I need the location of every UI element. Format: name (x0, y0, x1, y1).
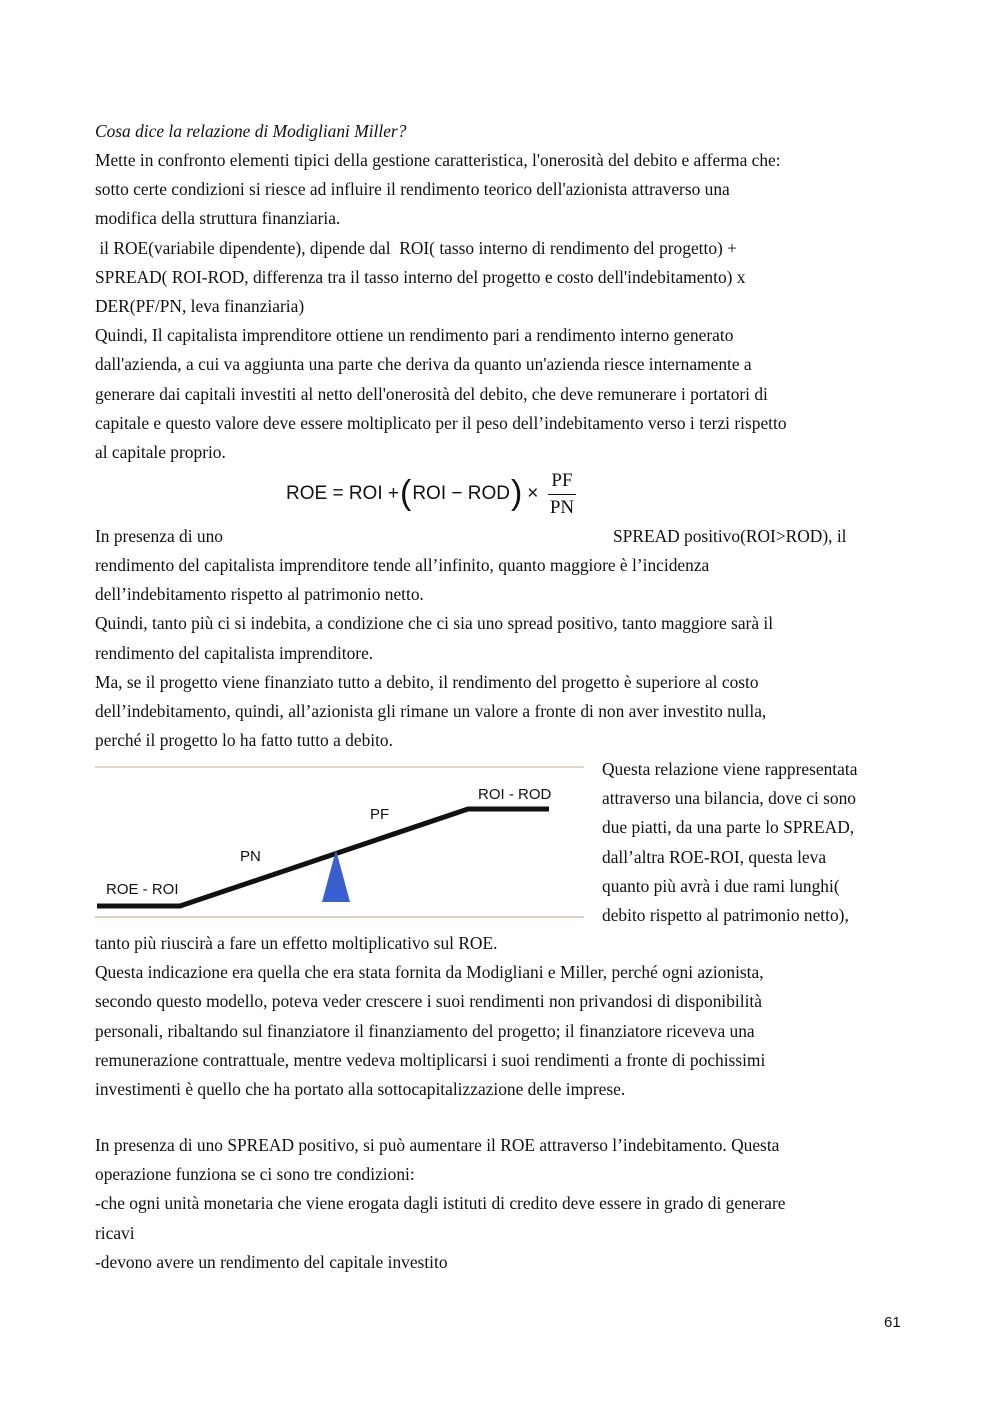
text-line: SPREAD( ROI-ROD, differenza tra il tasso interno del progetto e costo dell'indebitamento) x (95, 266, 746, 287)
text-line: Questa indicazione era quella che era stata fornita da Modigliani e Miller, perché ogni azionista, (95, 962, 764, 983)
formula-fraction (548, 470, 575, 519)
section-heading: Cosa dice la relazione di Modigliani Miller? (95, 121, 407, 141)
text-line: il ROE(variabile dipendente), dipende dal ROI( tasso interno di rendimento del progetto) + (95, 237, 737, 258)
lever-figure (94, 764, 586, 924)
text-line: dell’indebitamento rispetto al patrimonio netto. (95, 584, 424, 605)
text-line: investimenti è quello che ha portato alla sottocapitalizzazione delle imprese. (95, 1079, 626, 1100)
figure-side-text (602, 755, 857, 930)
formula-open-paren: ( (399, 474, 412, 512)
text-line: due piatti, da una parte lo SPREAD, (602, 817, 855, 838)
formula-times: × (527, 483, 539, 504)
text-line: sotto certe condizioni si riesce ad influire il rendimento teorico dell'azionista attraverso una (95, 179, 730, 200)
label-roi-rod: ROI - ROD (478, 786, 552, 803)
text-line: Ma, se il progetto viene finanziato tutto a debito, il rendimento del progetto è superiore al costo (95, 671, 759, 692)
final-paragraph (95, 1131, 786, 1277)
text-line: In presenza di uno SPREAD positivo, si può aumentare il ROE attraverso l’indebitamento. Questa (95, 1135, 780, 1155)
text-line: modifica della struttura finanziaria. (95, 208, 341, 229)
text-line: rendimento del capitalista imprenditore. (95, 642, 374, 663)
text-line: Quindi, Il capitalista imprenditore ottiene un rendimento pari a rendimento interno generato (95, 325, 734, 346)
text-line: tanto più riuscirà a fare un effetto moltiplicativo sul ROE. (95, 933, 498, 953)
text-line: quanto più avrà i due rami lunghi( (602, 875, 840, 896)
text-line: remunerazione contrattuale, mentre vedeva moltiplicarsi i suoi rendimenti a fronte di pochissimi (95, 1049, 766, 1070)
text-line: perché il progetto lo ha fatto tutto a debito. (95, 730, 393, 751)
text-line: -devono avere un rendimento del capitale investito (95, 1251, 448, 1272)
text-line: Mette in confronto elementi tipici della gestione caratteristica, l'onerosità del debito e afferma che: (95, 150, 781, 170)
text-line: -che ogni unità monetaria che viene erogata dagli istituti di credito deve essere in grado di generare (95, 1193, 786, 1214)
text-line: generare dai capitali investiti al netto dell'onerosità del debito, che deve remunerare i portatori di (95, 383, 768, 404)
text-line: rendimento del capitalista imprenditore tende all’infinito, quanto maggiore è l’incidenza (95, 555, 710, 575)
text-line: ricavi (95, 1222, 135, 1243)
spread-line-right: SPREAD positivo(ROI>ROD), il (613, 526, 847, 546)
text-line: debito rispetto al patrimonio netto), (602, 905, 849, 926)
text-line: operazione funziona se ci sono tre condizioni: (95, 1164, 415, 1185)
text-line: Quindi, tanto più ci si indebita, a condizione che ci sia uno spread positivo, tanto maggiore sarà il (95, 613, 774, 634)
text-line: personali, ribaltando sul finanziatore il finanziamento del progetto; il finanziatore riceveva una (95, 1020, 755, 1041)
label-roe-roi: ROE - ROI (106, 881, 179, 898)
after-figure-paragraph (95, 929, 765, 1104)
text-line: dell’indebitamento, quindi, all’azionista gli rimane un valore a fronte di non aver investito nulla, (95, 701, 767, 722)
text-line: secondo questo modello, poteva veder crescere i suoi rendimenti non privandosi di disponibilità (95, 991, 762, 1012)
text-line: al capitale proprio. (95, 442, 226, 463)
formula-inner: ROI − ROD (412, 483, 510, 504)
formula-numerator: PF (548, 470, 575, 495)
label-pn: PN (240, 848, 261, 865)
roe-formula (286, 466, 576, 522)
page-number: 61 (884, 1314, 901, 1331)
text-line: attraverso una bilancia, dove ci sono (602, 788, 857, 809)
formula-close-paren: ) (510, 474, 523, 512)
text-line: DER(PF/PN, leva finanziaria) (95, 296, 305, 317)
text-line: capitale e questo valore deve essere moltiplicato per il peso dell’indebitamento verso i terzi rispetto (95, 412, 787, 433)
text-line: dall'azienda, a cui va aggiunta una parte che deriva da quanto un'azienda riesce internamente a (95, 354, 752, 375)
middle-paragraph (95, 551, 773, 755)
text-line: Questa relazione viene rappresentata (602, 759, 858, 779)
formula-lhs: ROE = ROI + (286, 483, 399, 504)
formula-denominator: PN (549, 496, 575, 518)
label-pf: PF (370, 806, 390, 823)
text-line: dall’altra ROE-ROI, questa leva (602, 846, 827, 867)
intro-paragraph (95, 146, 787, 467)
spread-line-left: In presenza di uno (95, 526, 223, 546)
